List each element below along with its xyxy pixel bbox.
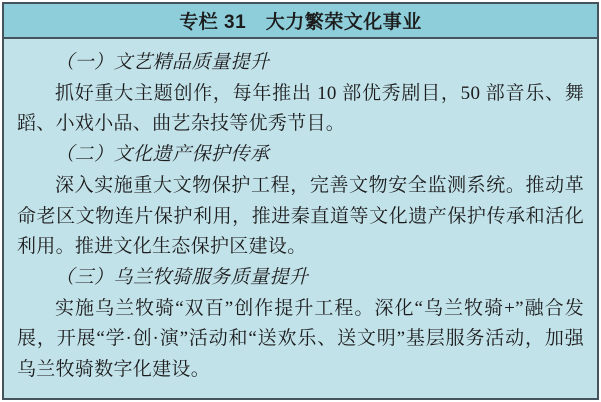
section-2-text: 深入实施重大文物保护工程，完善文物安全监测系统。推动革命老区文物连片保护利用，推进秦直道等文化遗产保护传承和活化利用。推进文化生态保护区建设。 <box>17 174 584 258</box>
section-2-heading: （二）文化遗产保护传承 <box>55 144 270 166</box>
section-3-text: 实施乌兰牧骑“双百”创作提升工程。深化“乌兰牧骑+”融合发展，开展“学·创·演”活动和“送欢乐、送文明”基层服务活动，加强乌兰牧骑数字化建设。 <box>17 297 584 381</box>
feature-box-title: 专栏 31 大力繁荣文化事业 <box>179 12 422 33</box>
feature-box <box>2 2 599 400</box>
section-1-heading: （一）文艺精品质量提升 <box>55 52 270 73</box>
section-3-heading: （三）乌兰牧骑服务质量提升 <box>55 266 309 288</box>
feature-box-body <box>4 39 597 398</box>
feature-box-header <box>4 4 597 39</box>
section-1-text: 抓好重大主题创作，每年推出 10 部优秀剧目，50 部音乐、舞蹈、小戏小品、曲艺杂技等优秀节目。 <box>17 82 584 135</box>
